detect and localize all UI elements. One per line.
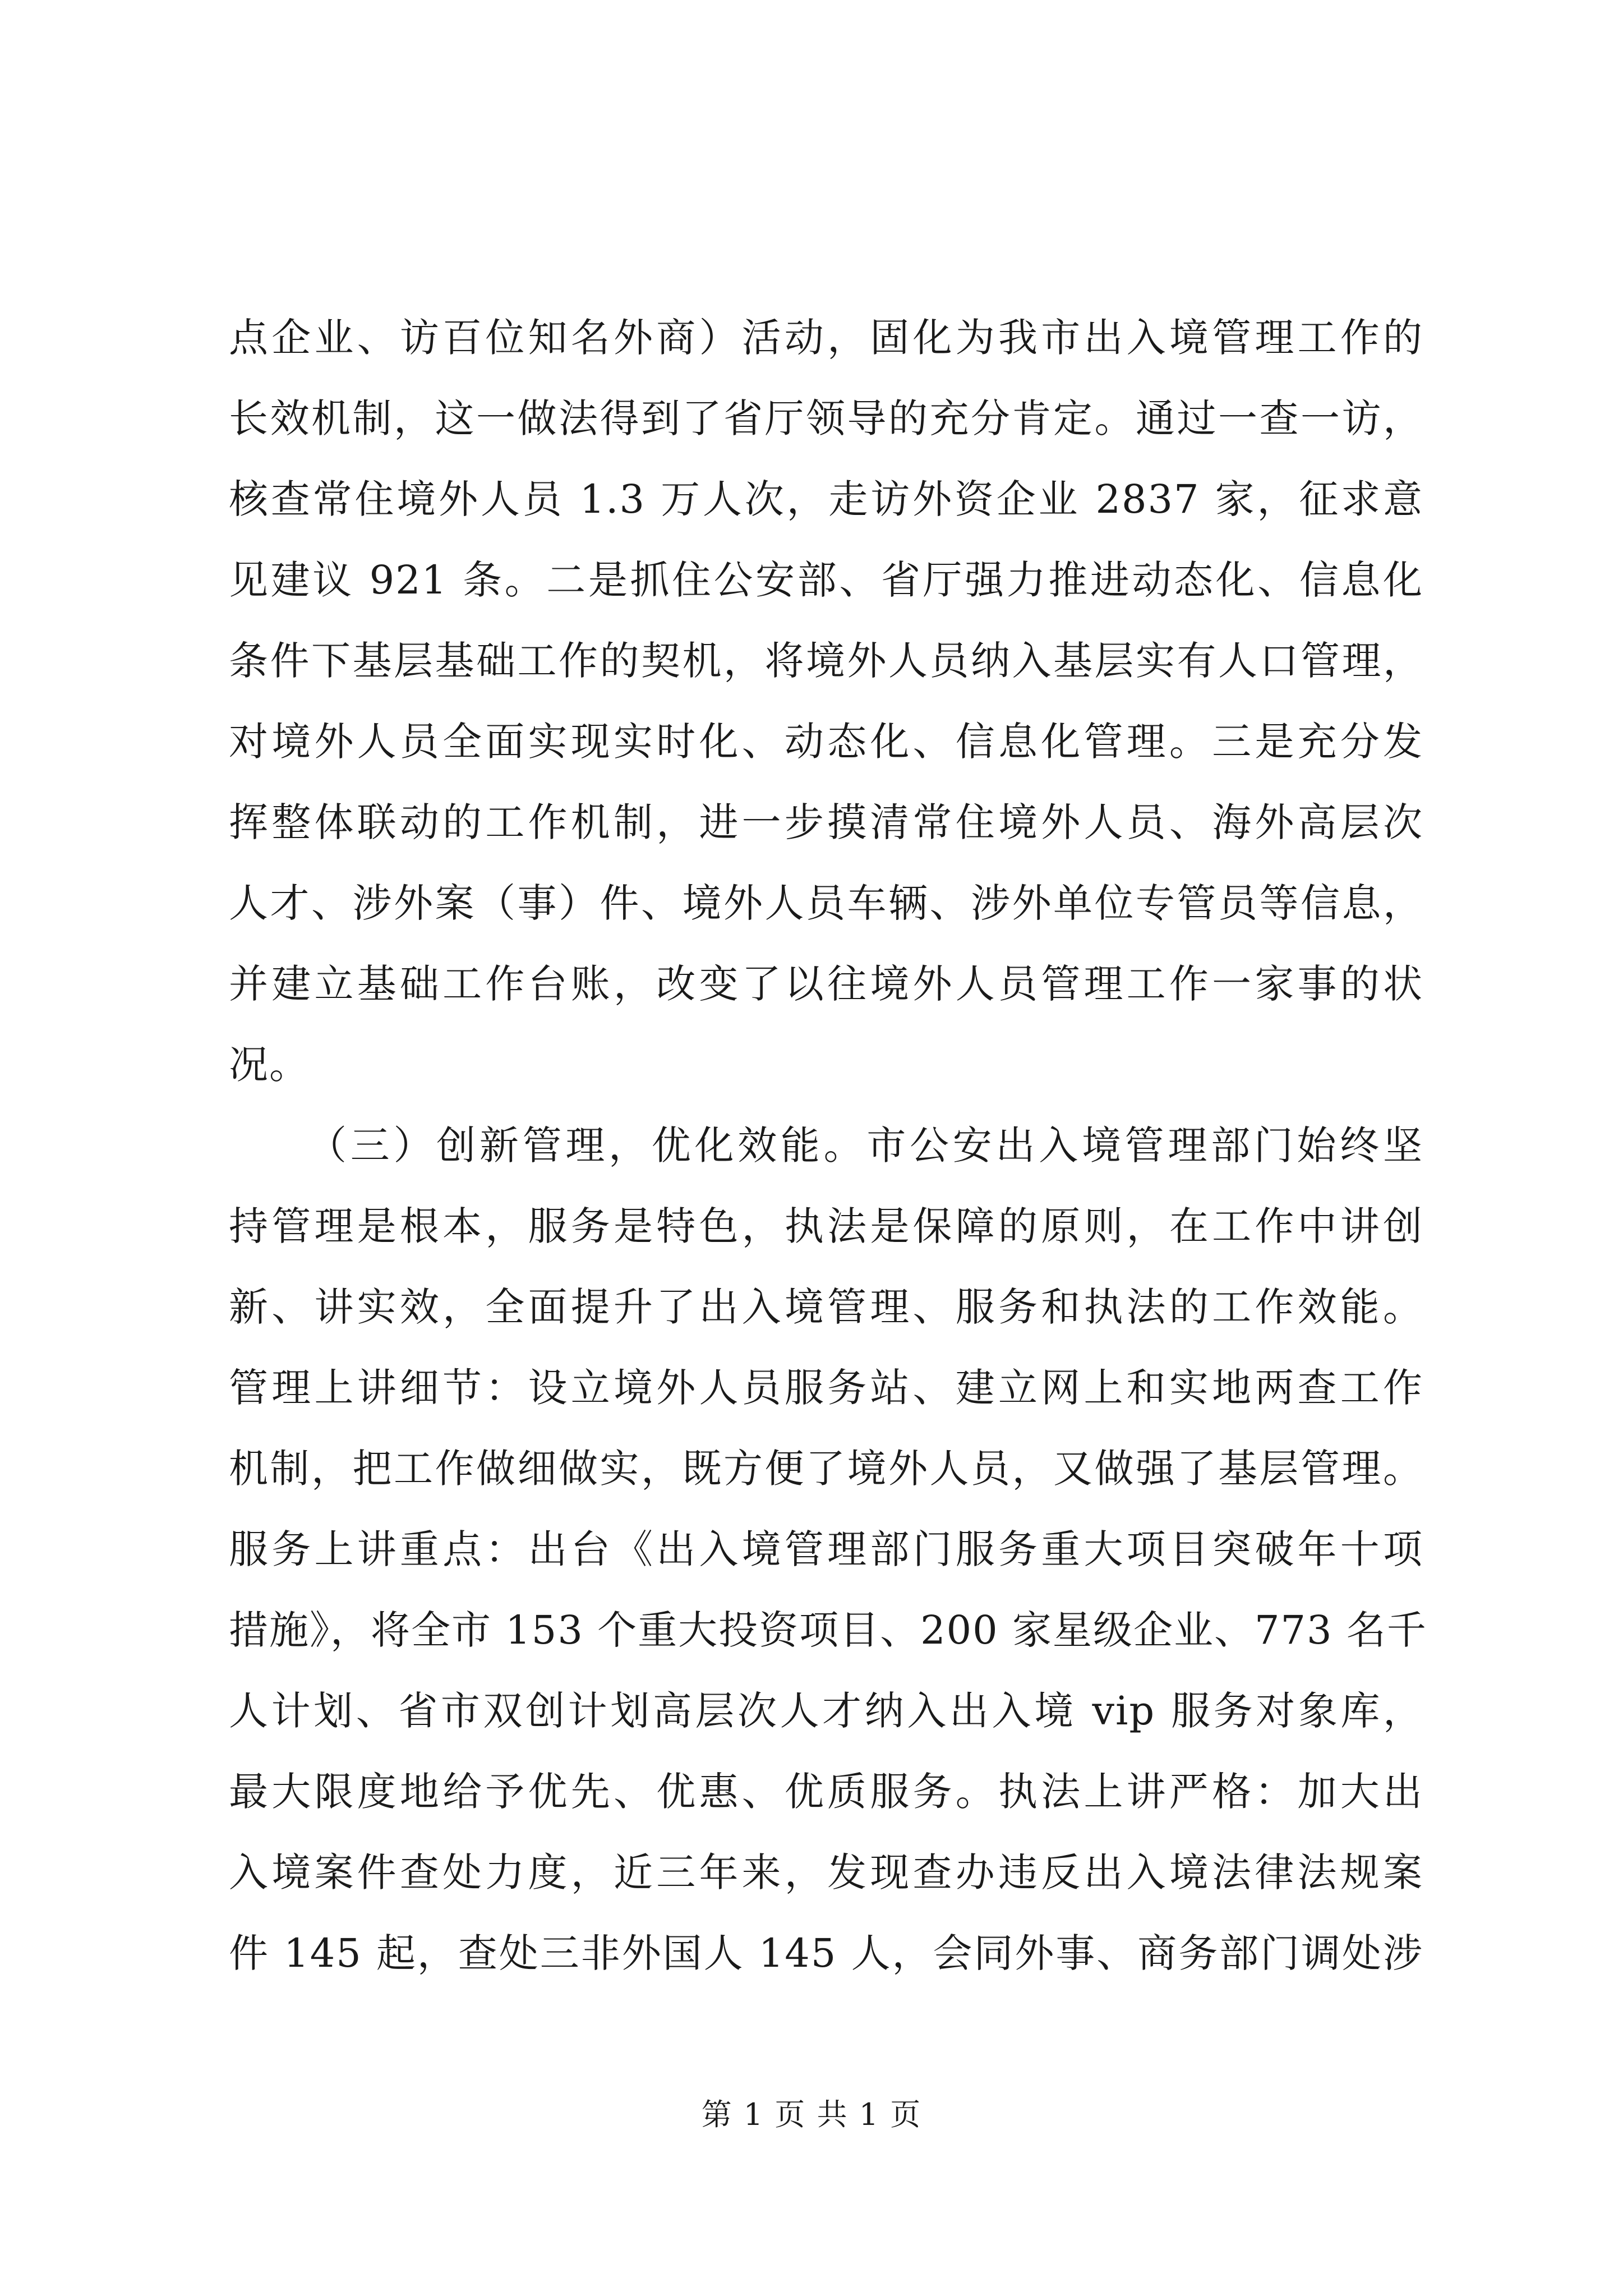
text-line: 挥整体联动的工作机制，进一步摸清常住境外人员、海外高层次 — [229, 799, 1423, 845]
text-line: 服务上讲重点：出台《出入境管理部门服务重大项目突破年十项 — [229, 1526, 1423, 1572]
text-line: 人才、涉外案（事）件、境外人员车辆、涉外单位专管员等信息， — [229, 880, 1423, 926]
text-line: 件 145 起，查处三非外国人 145 人，会同外事、商务部门调处涉 — [229, 1930, 1423, 1976]
text-line: 对境外人员全面实现实时化、动态化、信息化管理。三是充分发 — [229, 719, 1423, 765]
text-line: 并建立基础工作台账，改变了以往境外人员管理工作一家事的状 — [229, 961, 1423, 1007]
text-line: 最大限度地给予优先、优惠、优质服务。执法上讲严格：加大出 — [229, 1769, 1423, 1815]
text-line: 人计划、省市双创计划高层次人才纳入出入境 vip 服务对象库， — [229, 1688, 1423, 1734]
text-line: 管理上讲细节：设立境外人员服务站、建立网上和实地两查工作 — [229, 1365, 1423, 1411]
text-line: 见建议 921 条。二是抓住公安部、省厅强力推进动态化、信息化 — [229, 557, 1423, 603]
text-line: 长效机制，这一做法得到了省厅领导的充分肯定。通过一查一访， — [229, 395, 1423, 441]
body-text — [229, 297, 1427, 1994]
text-line: 况。 — [229, 1042, 310, 1088]
text-line: 机制，把工作做细做实，既方便了境外人员，又做强了基层管理。 — [229, 1446, 1423, 1492]
text-line: 入境案件查处力度，近三年来，发现查办违反出入境法律法规案 — [229, 1849, 1423, 1895]
text-line: 条件下基层基础工作的契机，将境外人员纳入基层实有人口管理， — [229, 638, 1423, 684]
text-line: 核查常住境外人员 1.3 万人次，走访外资企业 2837 家，征求意 — [229, 476, 1423, 522]
text-line: 新、讲实效，全面提升了出入境管理、服务和执法的工作效能。 — [229, 1284, 1423, 1330]
section-heading-line: （三）创新管理，优化效能。市公安出入境管理部门始终坚 — [307, 1122, 1423, 1168]
page-footer: 第 1 页 共 1 页 — [701, 2097, 922, 2132]
text-line: 措施》，将全市 153 个重大投资项目、200 家星级企业、773 名千 — [229, 1607, 1427, 1653]
text-line: 点企业、访百位知名外商）活动，固化为我市出入境管理工作的 — [229, 315, 1423, 361]
text-line: 持管理是根本，服务是特色，执法是保障的原则，在工作中讲创 — [229, 1203, 1423, 1249]
